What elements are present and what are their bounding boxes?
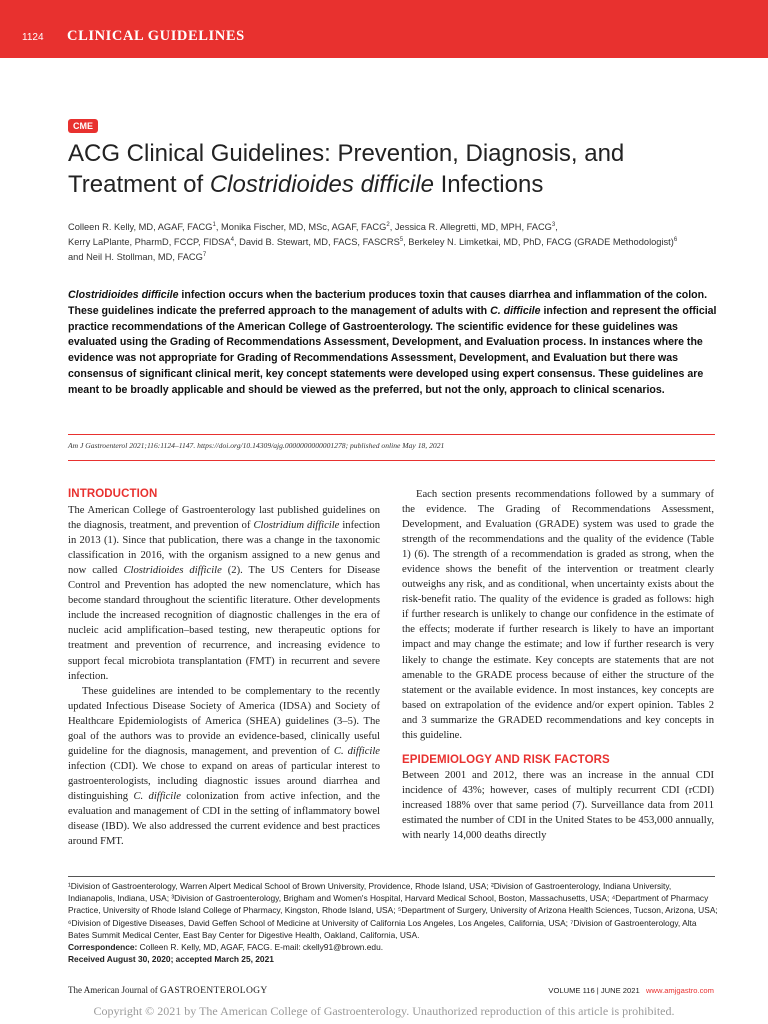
organism-name: Clostridium difficile	[253, 520, 340, 532]
received-dates: Received August 30, 2020; accepted March 25, 2021	[68, 954, 274, 965]
author: , Jessica R. Allegretti, MD, MPH, FACG	[389, 222, 552, 232]
author: , Berkeley N. Limketkai, MD, PhD, FACG (GRADE Methodologist)	[403, 237, 674, 247]
organism-name: C. difficile	[333, 745, 380, 757]
text: (2). The US Centers for Disease Control and Prevention has adopted the new nomenclature, which has become standard throughout the scientific literature. Other developments include the increased recognition of diagnostic challenges in the era of nucleic acid amplification–based testing, new therapeutic options for treatment and prevention of recurrence, and increasing evidence to support fecal microbiota transplantation (FMT) in recurrent and severe infection.	[68, 565, 380, 682]
organism-name: C. difficile	[133, 790, 181, 802]
footer-volume-info	[548, 986, 714, 995]
text: The American College of Gastroenterology last published guidelines on the diagnosis, treatment, and prevention of	[68, 505, 380, 532]
author: , Monika Fischer, MD, MSc, AGAF, FACG	[215, 222, 387, 232]
correspondence-text: Colleen R. Kelly, MD, AGAF, FACG. E-mail: ckelly91@brown.edu.	[137, 942, 384, 953]
text: infection in 2013 (1). Since that publication, there was a change in the taxonomic classification in 2016, with the organism assigned to a new genus and now called	[68, 520, 380, 577]
affiliation-marker: 7	[202, 251, 207, 258]
title-line-2-prefix: Treatment of	[68, 171, 210, 198]
organism-name: Clostridioides difficile	[123, 565, 222, 577]
paragraph	[68, 503, 380, 684]
footnotes	[68, 880, 718, 965]
page-number: 1124	[22, 32, 44, 43]
affiliation-marker: 6	[673, 236, 678, 243]
paragraph: Each section presents recommendations followed by a summary of the evidence. The Grading of Recommendations Assessment, Development, and Evaluation (GRADE) system was used to grade the strength of the recommendations and the quality of the evidence (Table 1) (6). The strength of a recommendation is graded as strong, when the evidence shows the benefit of the intervention or treatment clearly outweighs any risk, and as conditional, when uncertainty exists about the risk-benefit ratio. The quality of the evidence is graded as follows: high if further research is unlikely to change our confidence in the estimate of the effects; moderate if further research is likely to have an important impact and may change the estimate; and low if further research is very likely to change the estimate. Key concepts are statements that are not amenable to the GRADE process because of either the structure of the statement or the available evidence. In most instances, key concepts are based on extrapolation of the evidence and/or expert opinion. Tables 2 and 3 summarize the GRADED recommendations and key concepts in this guideline.	[402, 489, 714, 741]
journal-title: GASTROENTEROLOGY	[159, 985, 268, 996]
footnote-divider	[68, 876, 715, 877]
paragraph	[68, 684, 380, 850]
affiliation-marker: 4	[230, 236, 234, 243]
journal-prefix: The American Journal of	[68, 985, 160, 995]
affiliations: ¹Division of Gastroenterology, Warren Alpert Medical School of Brown University, Providence, Rhode Island, USA; ²Division of Gastroenterology, Indiana University, Indianapolis, Indiana, USA; ³Division of Gastroenterology, Brigham and Women's Hospital, Harvard Medical School, Boston, Massachusetts, USA; ⁴Department of Pharmacy Practice, University of Rhode Island College of Pharmacy, Kingston, Rhode Island, USA; ⁵Department of Surgery, University of Arizona Health Sciences, Tucson, Arizona, USA; ⁶Division of Digestive Diseases, David Geffen School of Medicine at University of California Los Angeles, Los Angeles, California, USA; ⁷Division of Gastroenterology, Alta Bates Summit Medical Center, East Bay Center for Digestive Health, Oakland, California, USA.	[68, 881, 718, 940]
text: infection (CDI). We chose to expand on areas of particular interest to gastroenterologists, including diagnostic issues around diarrhea and distinguishing	[68, 760, 380, 802]
affiliation-marker: 5	[399, 236, 404, 243]
volume-issue: VOLUME 116 | JUNE 2021	[548, 986, 640, 995]
author: Kerry LaPlante, PharmD, FCCP, FIDSA	[68, 237, 231, 247]
article-title	[68, 138, 708, 200]
divider	[68, 460, 715, 461]
section-label: CLINICAL GUIDELINES	[67, 28, 245, 44]
affiliation-marker: 3	[551, 221, 556, 228]
header-bar	[0, 0, 768, 58]
citation: Am J Gastroenterol 2021;116:1124–1147. https://doi.org/10.14309/ajg.0000000000001278; published online May 18, 2021	[68, 441, 445, 450]
divider	[68, 434, 715, 435]
correspondence-label: Correspondence:	[68, 942, 138, 953]
copyright-notice: Copyright © 2021 by The American College of Gastroenterology. Unauthorized reproduction of this article is prohibited.	[93, 1004, 675, 1018]
correspondence	[68, 941, 718, 953]
author: , David B. Stewart, MD, FACS, FASCRS	[233, 237, 400, 247]
title-line-2-suffix: Infections	[433, 171, 544, 198]
author: and Neil H. Stollman, MD, FACG	[68, 252, 203, 262]
abstract-text: infection occurs when the bacterium produces toxin that causes diarrhea and inflammation of the colon. These guidelines indicate the preferred approach to the management of adults with	[68, 289, 708, 317]
author-list: Colleen R. Kelly, MD, AGAF, FACG$^1$, Monika Fischer, MD, MSc, AGAF, FACG$^2$, Jessica R. Allegretti, MD, MPH, FACG$^3$, Kerry LaPlante, PharmD, FCCP, FIDSA$^4$, David B. Stewart, MD, FACS, FASCRS$^5$, Berkeley N. Limketkai, MD, PhD, FACG (GRADE Methodologist)$^6$ and Neil H. Stollman, MD, FACG$^7$	[68, 221, 678, 262]
text: colonization from active infection, and the evaluation and management of CDI in the setting of inflammatory bowel disease (IBD). We also addressed the current evidence and best practices around FMT.	[68, 790, 380, 848]
title-organism: Clostridioides difficile	[209, 171, 434, 198]
journal-url[interactable]: www.amjgastro.com	[646, 986, 714, 995]
abstract-organism: C. difficile	[490, 304, 541, 317]
right-column	[402, 487, 714, 843]
cme-badge: CME	[68, 119, 98, 133]
journal-name	[68, 985, 268, 996]
title-line-1: ACG Clinical Guidelines: Prevention, Diagnosis, and	[68, 140, 625, 167]
section-heading-introduction: INTRODUCTION	[68, 488, 158, 500]
abstract-organism: Clostridioides difficile	[68, 289, 179, 301]
paragraph: Between 2001 and 2012, there was an increase in the annual CDI incidence of 43%; however, cases of multiply recurrent CDI (rCDI) increased 188% over that same period (7). Surveillance data from 2011 estimated the number of CDI in the United States to be 453,000 annually, with nearly 14,000 deaths directly	[402, 769, 714, 842]
left-column	[68, 487, 380, 849]
author: Colleen R. Kelly, MD, AGAF, FACG	[68, 222, 213, 232]
affiliation-marker: 1	[212, 221, 216, 228]
affiliation-marker: 2	[386, 221, 390, 228]
abstract-text: infection and represent the official practice recommendations of the American College of Gastroenterology. The scientific evidence for these guidelines was evaluated using the Grading of Recommendations Assessment, Development, and Evaluation process. In instances where the evidence was not appropriate for Grading of Recommendations Assessment, Development, and Evaluation but there was consensus of significant clinical merit, key concept statements were developed using expert consensus. These guidelines are meant to be broadly applicable and should be viewed as the preferred, but not the only, approach to clinical scenarios.	[68, 304, 717, 396]
text: These guidelines are intended to be complementary to the recently updated Infectious Disease Society of America (IDSA) and Society of Healthcare Epidemiologists of America (SHEA) guidelines (3–5). The goal of the authors was to provide an evidence-based, clinically useful guideline for the diagnosis, management, and prevention of	[68, 685, 380, 757]
abstract	[68, 288, 718, 399]
section-heading-epidemiology: EPIDEMIOLOGY AND RISK FACTORS	[402, 753, 610, 766]
